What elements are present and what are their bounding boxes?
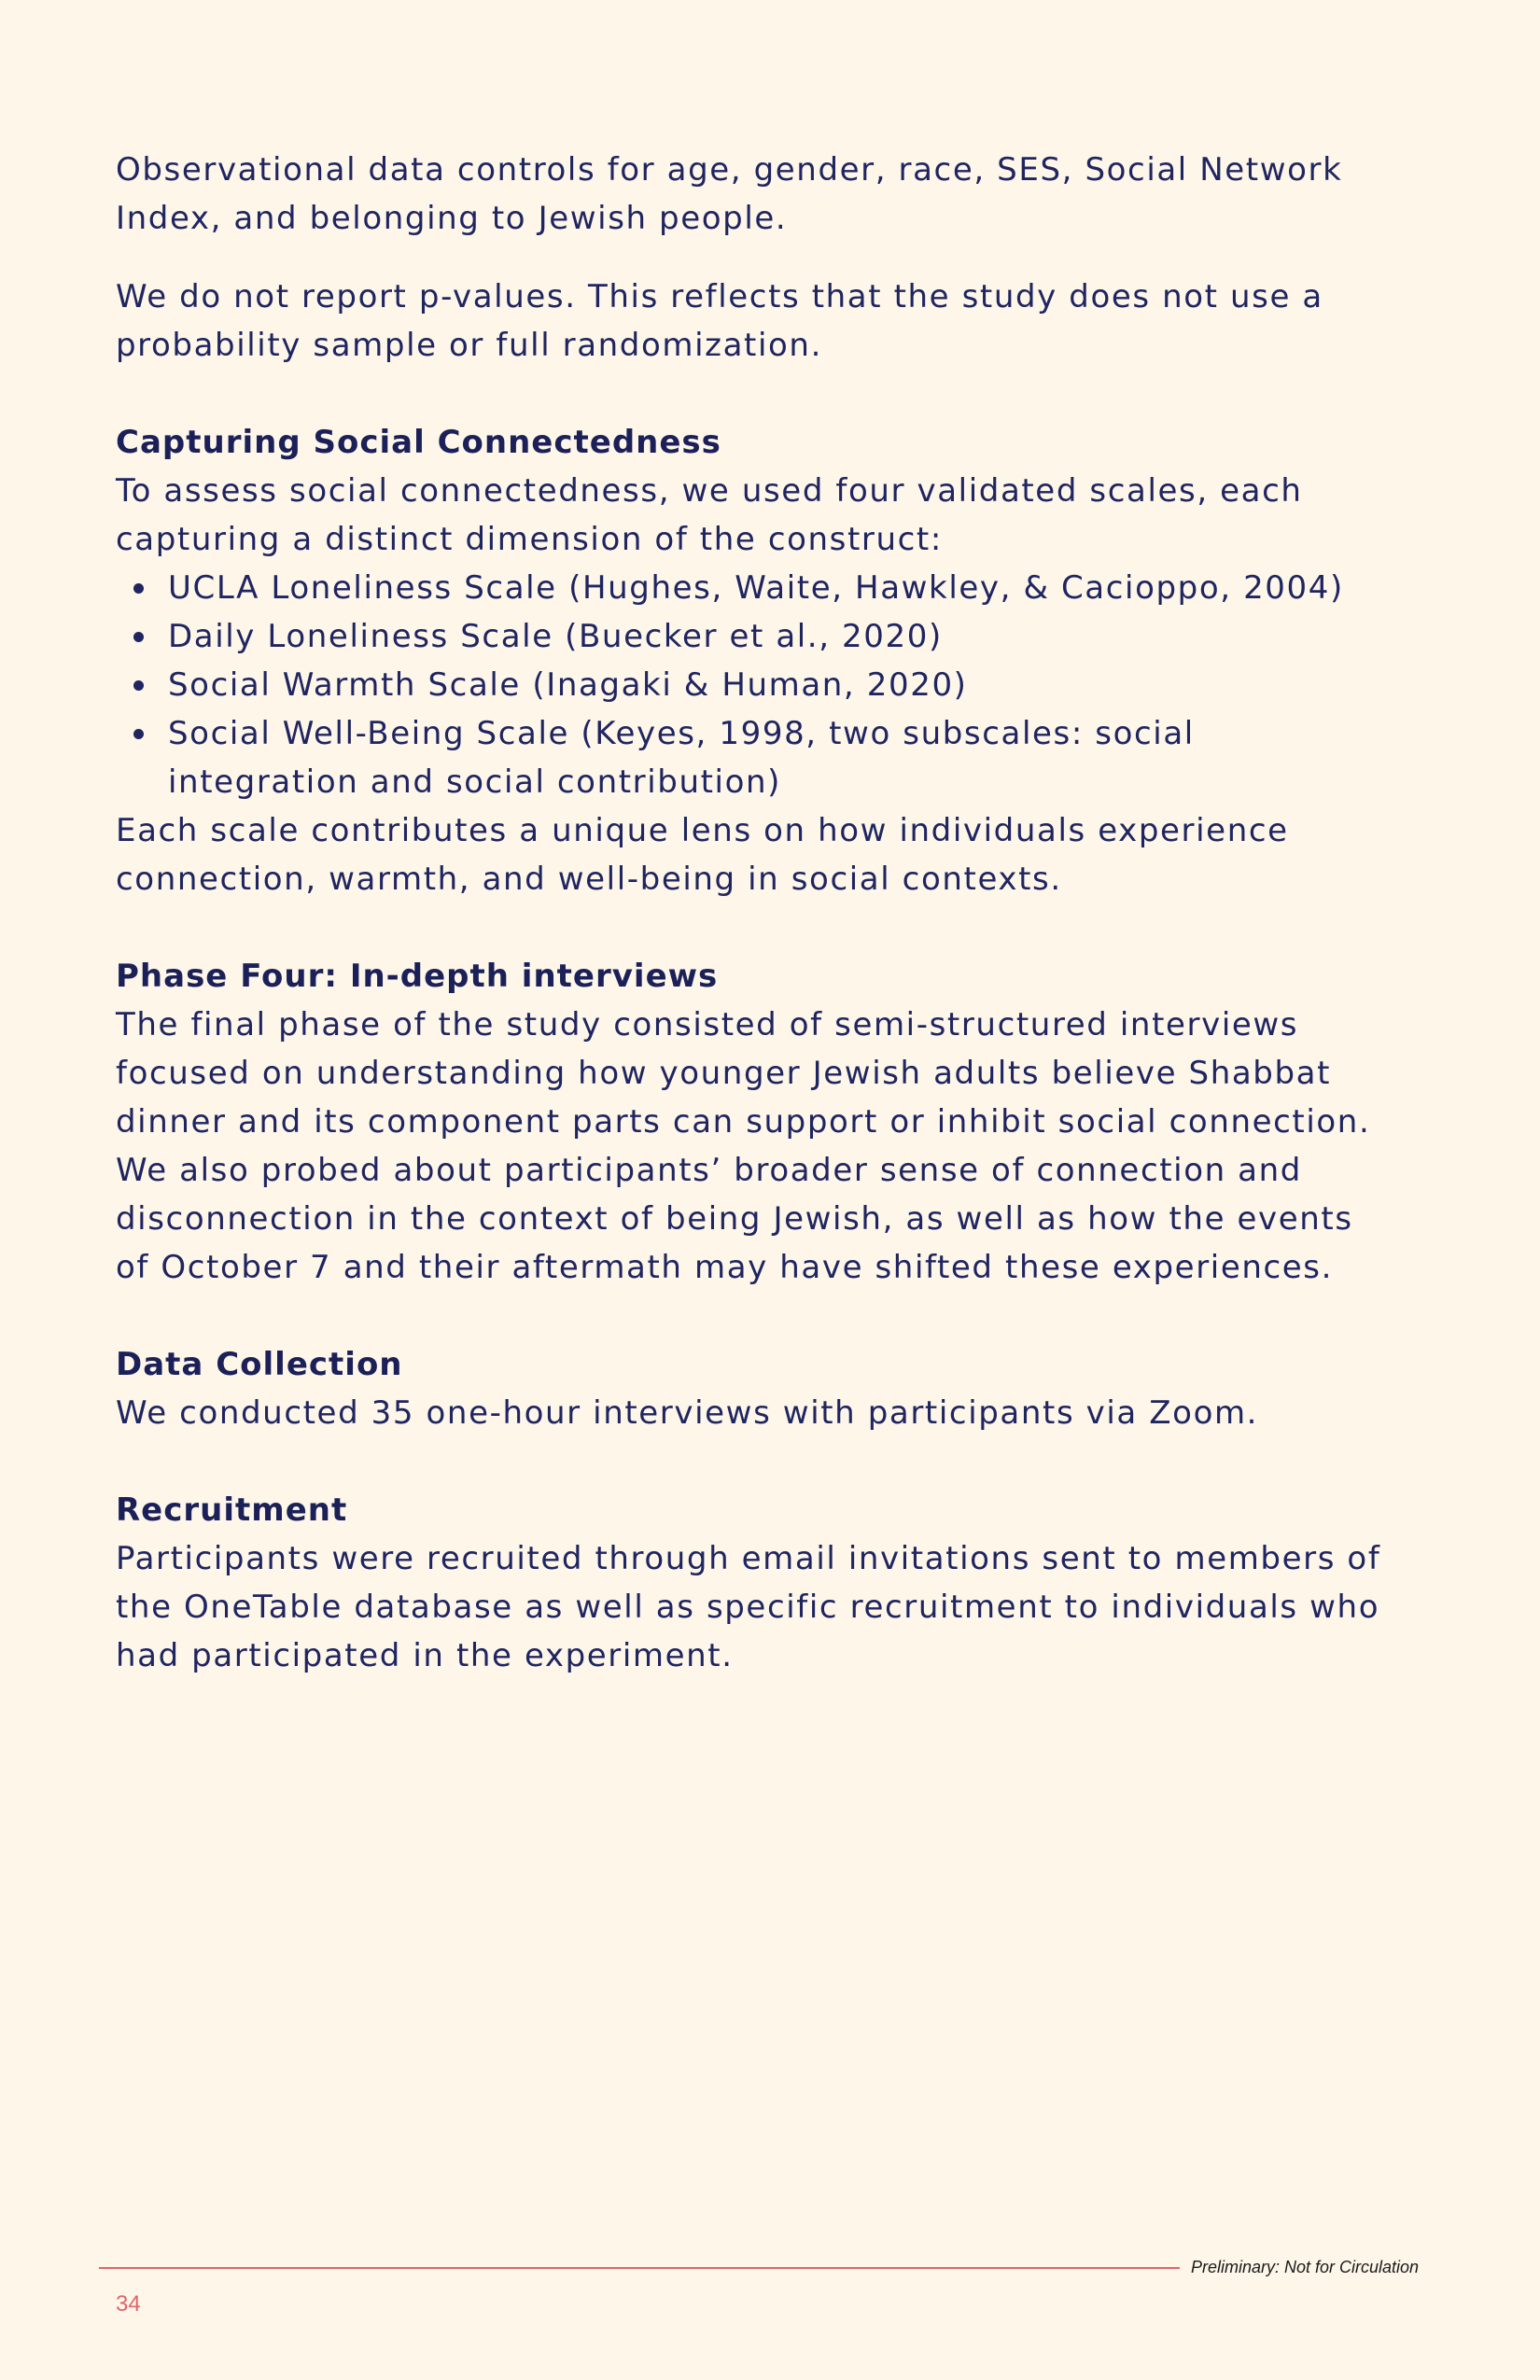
list-item — [116, 564, 1385, 612]
list-item-text: Social Warmth Scale (Inagaki & Human, 2020) — [168, 666, 968, 704]
section-heading: Data Collection — [116, 1346, 403, 1383]
bullet-icon — [133, 632, 144, 642]
confidentiality-note: Preliminary: Not for Circulation — [1191, 2258, 1420, 2276]
section-heading: Phase Four: In-depth interviews — [116, 958, 719, 995]
section-phase-four — [116, 952, 1385, 1292]
footer-divider — [99, 2267, 1180, 2269]
bullet-icon — [133, 729, 144, 739]
intro-paragraph-controls: Observational data controls for age, gender, race, SES, Social Network Index, and belonging to Jewish people. — [116, 151, 1343, 237]
list-item — [116, 612, 1385, 661]
section-body: We conducted 35 one-hour interviews with participants via Zoom. — [116, 1394, 1259, 1432]
page-content — [116, 146, 1385, 1680]
section-social-connectedness — [116, 418, 1385, 903]
intro-paragraph-p-values: We do not report p-values. This reflects that the study does not use a probability sample or full randomization. — [116, 278, 1323, 364]
list-item — [116, 709, 1385, 806]
list-item-text: Daily Loneliness Scale (Buecker et al., 2020) — [168, 618, 943, 655]
bullet-icon — [133, 680, 144, 691]
bullet-icon — [133, 583, 144, 594]
section-heading: Capturing Social Connectedness — [116, 424, 721, 461]
page-number: 34 — [116, 2291, 141, 2317]
section-recruitment — [116, 1486, 1385, 1680]
list-item-text: UCLA Loneliness Scale (Hughes, Waite, Hawkley, & Cacioppo, 2004) — [168, 569, 1344, 607]
section-intro: To assess social connectedness, we used four validated scales, each capturing a distinct dimension of the construct: — [116, 472, 1303, 558]
spacer — [116, 370, 1385, 418]
section-heading: Recruitment — [116, 1491, 348, 1529]
list-item-text: Social Well-Being Scale (Keyes, 1998, two subscales: social integration and social contribution) — [168, 715, 1195, 801]
section-body: The final phase of the study consisted of semi-structured interviews focused on understanding how younger Jewish adults believe Shabbat dinner and its component parts can support or inhibit social connection. We also probed about participants’ broader sense of connection and disconnection in the context of being Jewish, as well as how the events of October 7 and their aftermath may have shifted these experiences. — [116, 1006, 1371, 1286]
section-data-collection — [116, 1340, 1385, 1437]
section-body: Participants were recruited through email invitations sent to members of the OneTable database as well as specific recruitment to individuals who had participated in the experiment. — [116, 1540, 1381, 1674]
section-closing: Each scale contributes a unique lens on how individuals experience connection, warmth, and well-being in social contexts. — [116, 812, 1289, 898]
list-item — [116, 661, 1385, 709]
spacer — [116, 903, 1385, 952]
spacer — [116, 1437, 1385, 1486]
spacer — [116, 243, 1385, 273]
scales-list — [116, 564, 1385, 806]
spacer — [116, 1292, 1385, 1340]
